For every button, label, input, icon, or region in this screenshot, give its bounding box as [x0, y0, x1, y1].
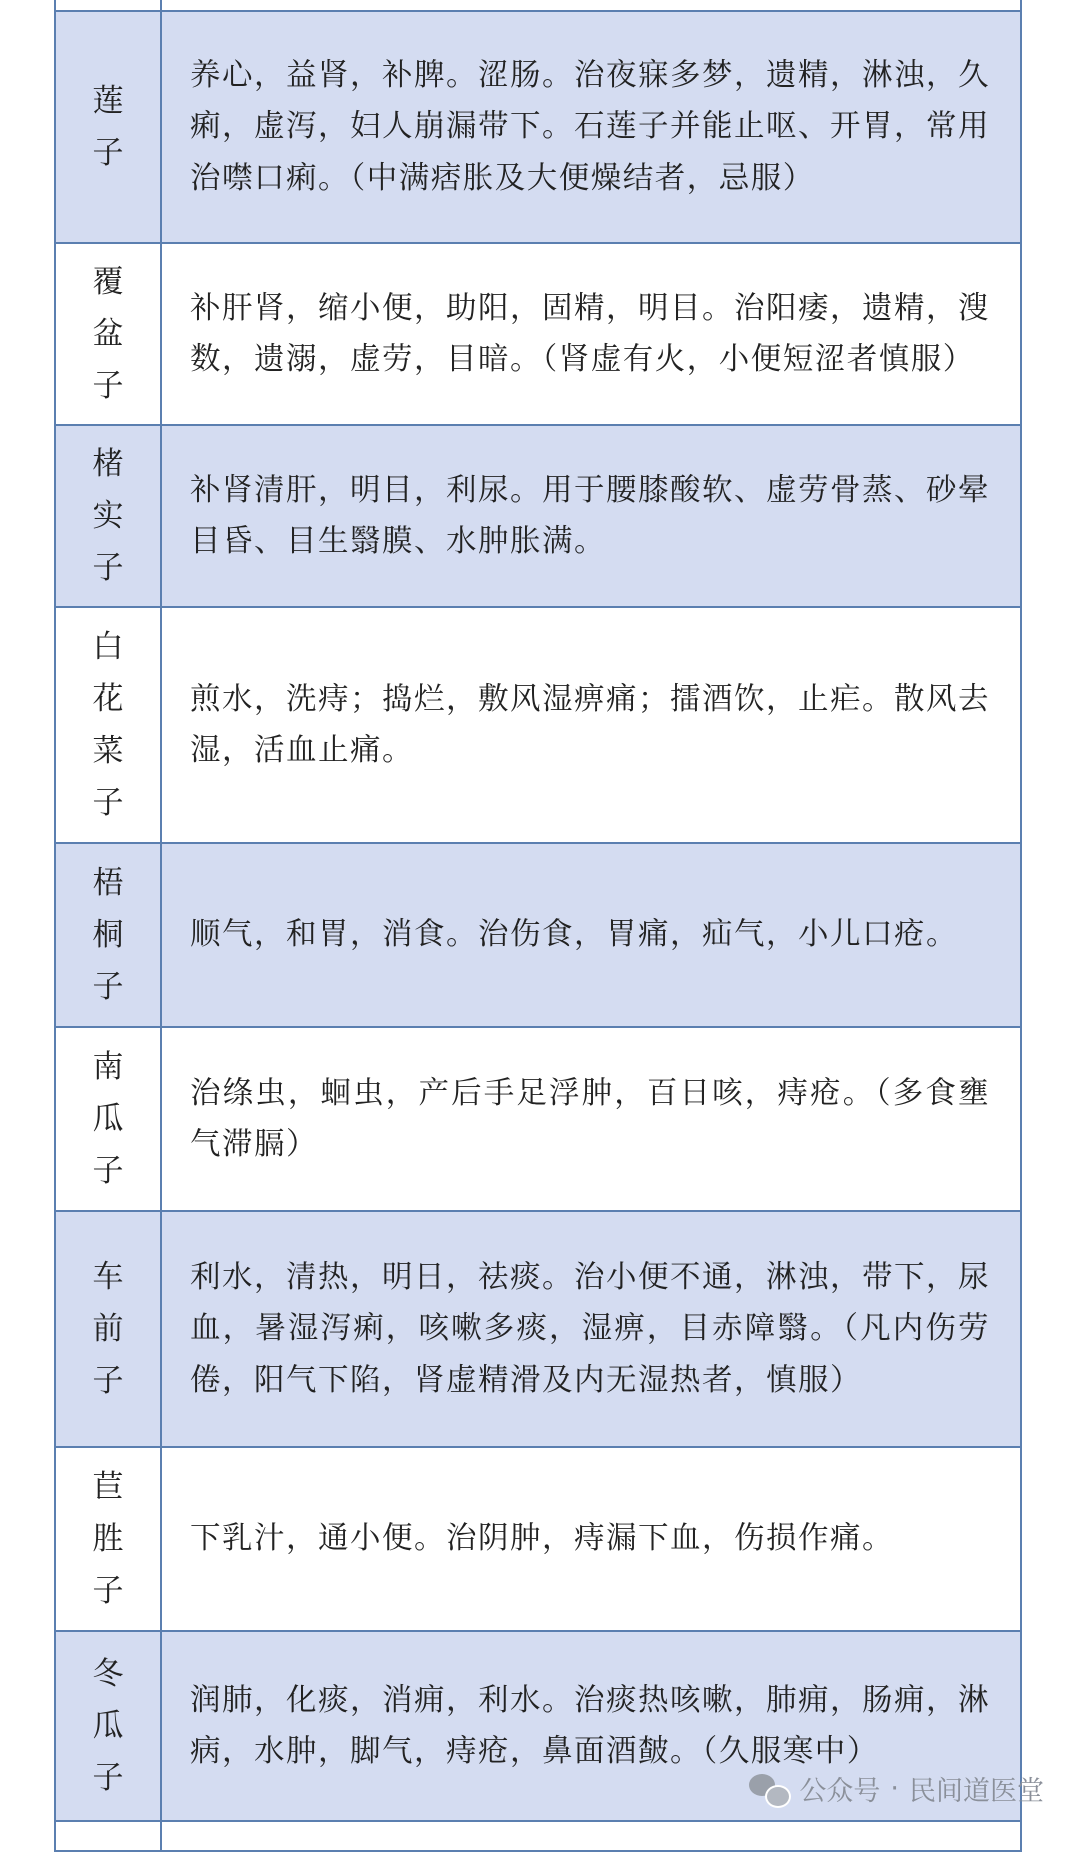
herb-desc-cell	[161, 1821, 1021, 1851]
table-row	[55, 1027, 1021, 1211]
herb-name-char: 子	[92, 550, 124, 586]
herb-name-char: 子	[92, 1573, 124, 1609]
herb-desc-cell	[161, 0, 1021, 11]
herb-name-cell	[55, 1027, 161, 1211]
herb-desc-cell: 补肾清肝，明目，利尿。用于腰膝酸软、虚劳骨蒸、砂晕目昏、目生翳膜、水肿胀满。	[161, 425, 1021, 607]
herb-name-char: 子	[92, 1153, 124, 1189]
watermark-separator: ·	[890, 1773, 899, 1804]
herb-name-char: 冬	[92, 1656, 124, 1692]
herb-name-char: 菜	[92, 733, 124, 769]
herb-name-cell	[55, 1631, 161, 1821]
herb-name-char: 盆	[92, 316, 124, 352]
herb-name-cell	[55, 607, 161, 843]
herb-name-cell	[55, 11, 161, 243]
herb-name-char: 白	[92, 629, 124, 665]
herb-name-char: 桐	[92, 917, 124, 953]
herb-name-char: 子	[92, 969, 124, 1005]
wechat-icon	[749, 1772, 789, 1806]
herb-desc-cell: 下乳汁，通小便。治阴肿，痔漏下血，伤损作痛。	[161, 1447, 1021, 1631]
herb-name-char: 子	[92, 135, 124, 171]
herb-name-cell	[55, 1821, 161, 1851]
herb-desc-cell: 补肝肾，缩小便，助阳，固精，明目。治阳痿，遗精，溲数，遗溺，虚劳，目暗。（肾虚有火，小便短涩者慎服）	[161, 243, 1021, 425]
herb-desc-cell: 顺气，和胃，消食。治伤食，胃痛，疝气，小儿口疮。	[161, 843, 1021, 1027]
table-row	[55, 243, 1021, 425]
table-row	[55, 1821, 1021, 1851]
herb-name-char: 子	[92, 785, 124, 821]
watermark	[749, 1769, 1044, 1808]
herb-name-char: 苣	[92, 1469, 124, 1505]
herb-name-char: 梧	[92, 865, 124, 901]
herb-desc-cell: 润肺，化痰，消痈，利水。治痰热咳嗽，肺痈，肠痈，淋病，水肿，脚气，痔疮，鼻面酒皶。（久服寒中）	[161, 1631, 1021, 1821]
table-row	[55, 11, 1021, 243]
herb-desc-cell: 利水，清热，明日，祛痰。治小便不通，淋浊，带下，尿血，暑湿泻痢，咳嗽多痰，湿痹，目赤障翳。（凡内伤劳倦，阳气下陷，肾虚精滑及内无湿热者，慎服）	[161, 1211, 1021, 1447]
herb-table-body	[55, 0, 1021, 1851]
watermark-name: 民间道医堂	[909, 1776, 1044, 1807]
herb-name-char: 花	[92, 681, 124, 717]
herb-name-char: 南	[92, 1049, 124, 1085]
table-row	[55, 1447, 1021, 1631]
herb-name-cell	[55, 243, 161, 425]
herb-name-cell	[55, 1447, 161, 1631]
herb-name-cell	[55, 843, 161, 1027]
table-row	[55, 1211, 1021, 1447]
herb-name-char: 覆	[92, 264, 124, 300]
herb-name-char: 楮	[92, 446, 124, 482]
herb-name-char: 莲	[92, 83, 124, 119]
table-row	[55, 425, 1021, 607]
herb-name-char: 子	[92, 1363, 124, 1399]
herb-desc-cell: 养心，益肾，补脾。涩肠。治夜寐多梦，遗精，淋浊，久痢，虚泻，妇人崩漏带下。石莲子并能止呕、开胃，常用治噤口痢。（中满痞胀及大便燥结者，忌服）	[161, 11, 1021, 243]
watermark-account: 公众号	[799, 1776, 881, 1807]
herb-name-char: 瓜	[92, 1708, 124, 1744]
table-row	[55, 843, 1021, 1027]
table-row	[55, 0, 1021, 11]
herb-name-char: 胜	[92, 1521, 124, 1557]
herb-name-cell	[55, 0, 161, 11]
herb-name-char: 子	[92, 1760, 124, 1796]
herb-name-char: 瓜	[92, 1101, 124, 1137]
herb-desc-cell: 煎水，洗痔；捣烂，敷风湿痹痛；擂酒饮，止疟。散风去湿，活血止痛。	[161, 607, 1021, 843]
herb-name-cell	[55, 425, 161, 607]
herb-desc-cell: 治绦虫，蛔虫，产后手足浮肿，百日咳，痔疮。（多食壅气滞膈）	[161, 1027, 1021, 1211]
herb-name-char: 车	[92, 1259, 124, 1295]
herb-name-char: 前	[92, 1311, 124, 1347]
herb-name-char: 实	[92, 498, 124, 534]
herb-name-cell	[55, 1211, 161, 1447]
table-row	[55, 607, 1021, 843]
herb-name-char: 子	[92, 368, 124, 404]
herb-table	[54, 0, 1022, 1852]
